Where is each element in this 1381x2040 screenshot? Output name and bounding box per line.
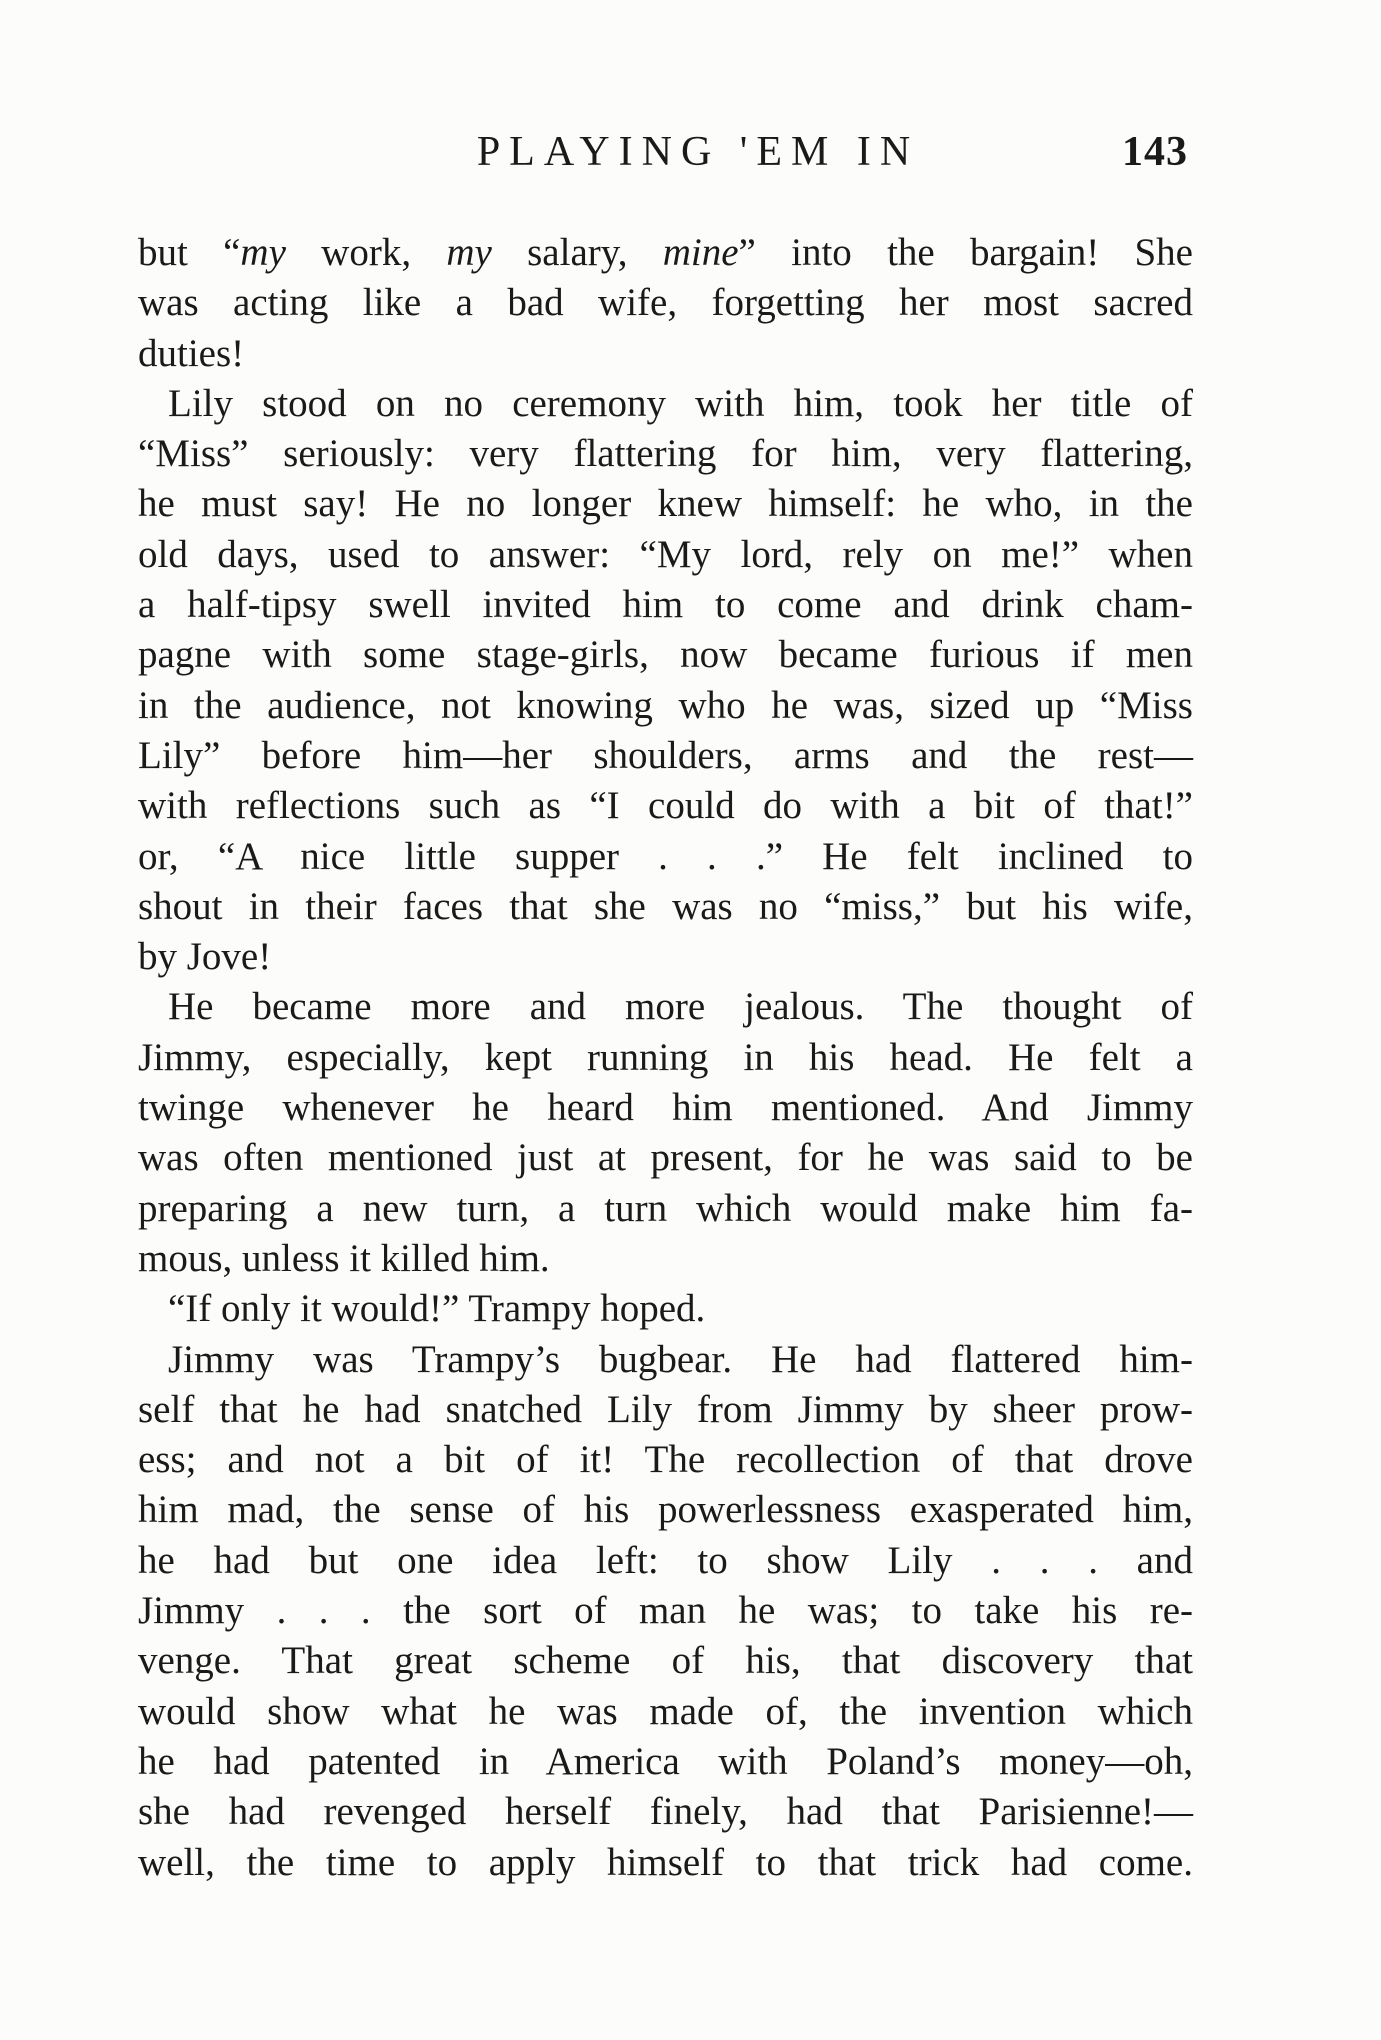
- text-line: Jimmy was Trampy’s bugbear. He had flattered him-: [168, 1337, 1193, 1381]
- text-line: preparing a new turn, a turn which would make him fa-: [138, 1186, 1193, 1230]
- text-line: ess; and not a bit of it! The recollection of that drove: [138, 1438, 1193, 1482]
- italic-word: my: [446, 231, 492, 274]
- text-line: a half-tipsy swell invited him to come and drink cham-: [138, 583, 1193, 627]
- text-line: he had but one idea left: to show Lily . . . and: [138, 1538, 1193, 1582]
- text-line: mous, unless it killed him.: [138, 1236, 550, 1280]
- text-line: duties!: [138, 331, 245, 375]
- text-line: but “my work, my salary, mine” into the bargain! She: [138, 231, 1193, 274]
- italic-word: my: [240, 231, 286, 274]
- text-line: he must say! He no longer knew himself: he who, in the: [138, 482, 1193, 526]
- text-line: twinge whenever he heard him mentioned. And Jimmy: [138, 1086, 1193, 1130]
- text-line: old days, used to answer: “My lord, rely on me!” when: [138, 532, 1193, 576]
- text-line: he had patented in America with Poland’s money—oh,: [138, 1739, 1193, 1783]
- running-title: PLAYING 'EM IN: [476, 129, 920, 175]
- text-line: Jimmy . . . the sort of man he was; to take his re-: [138, 1589, 1193, 1633]
- running-head: [138, 128, 1218, 188]
- text-line: Lily” before him—her shoulders, arms and the rest—: [138, 733, 1193, 777]
- text-line: she had revenged herself finely, had that Parisienne!—: [138, 1790, 1193, 1834]
- text-line: He became more and more jealous. The thought of: [168, 985, 1193, 1029]
- text-line: pagne with some stage-girls, now became furious if men: [138, 633, 1193, 677]
- body-text: [138, 228, 1193, 1888]
- text-line: in the audience, not knowing who he was, sized up “Miss: [138, 683, 1193, 727]
- text-line: Lily stood on no ceremony with him, took her title of: [168, 381, 1193, 425]
- text-line: by Jove!: [138, 935, 272, 979]
- text-line: with reflections such as “I could do with a bit of that!”: [138, 784, 1193, 828]
- text-line: self that he had snatched Lily from Jimmy by sheer prow-: [138, 1387, 1193, 1431]
- text-line: “If only it would!” Trampy hoped.: [168, 1287, 706, 1331]
- text-line: shout in their faces that she was no “miss,” but his wife,: [138, 884, 1193, 928]
- text-line: would show what he was made of, the invention which: [138, 1689, 1193, 1733]
- page-number: 143: [1122, 129, 1188, 175]
- text-line: Jimmy, especially, kept running in his head. He felt a: [138, 1035, 1193, 1079]
- text-line: was acting like a bad wife, forgetting her most sacred: [138, 281, 1193, 325]
- italic-word: mine: [662, 231, 739, 274]
- text-line: “Miss” seriously: very flattering for him, very flattering,: [138, 432, 1193, 476]
- text-line: venge. That great scheme of his, that discovery that: [138, 1639, 1193, 1683]
- text-line: or, “A nice little supper . . .” He felt inclined to: [138, 834, 1193, 878]
- text-line: well, the time to apply himself to that trick had come.: [138, 1840, 1193, 1884]
- text-line: him mad, the sense of his powerlessness exasperated him,: [138, 1488, 1193, 1532]
- text-line: was often mentioned just at present, for he was said to be: [138, 1136, 1193, 1180]
